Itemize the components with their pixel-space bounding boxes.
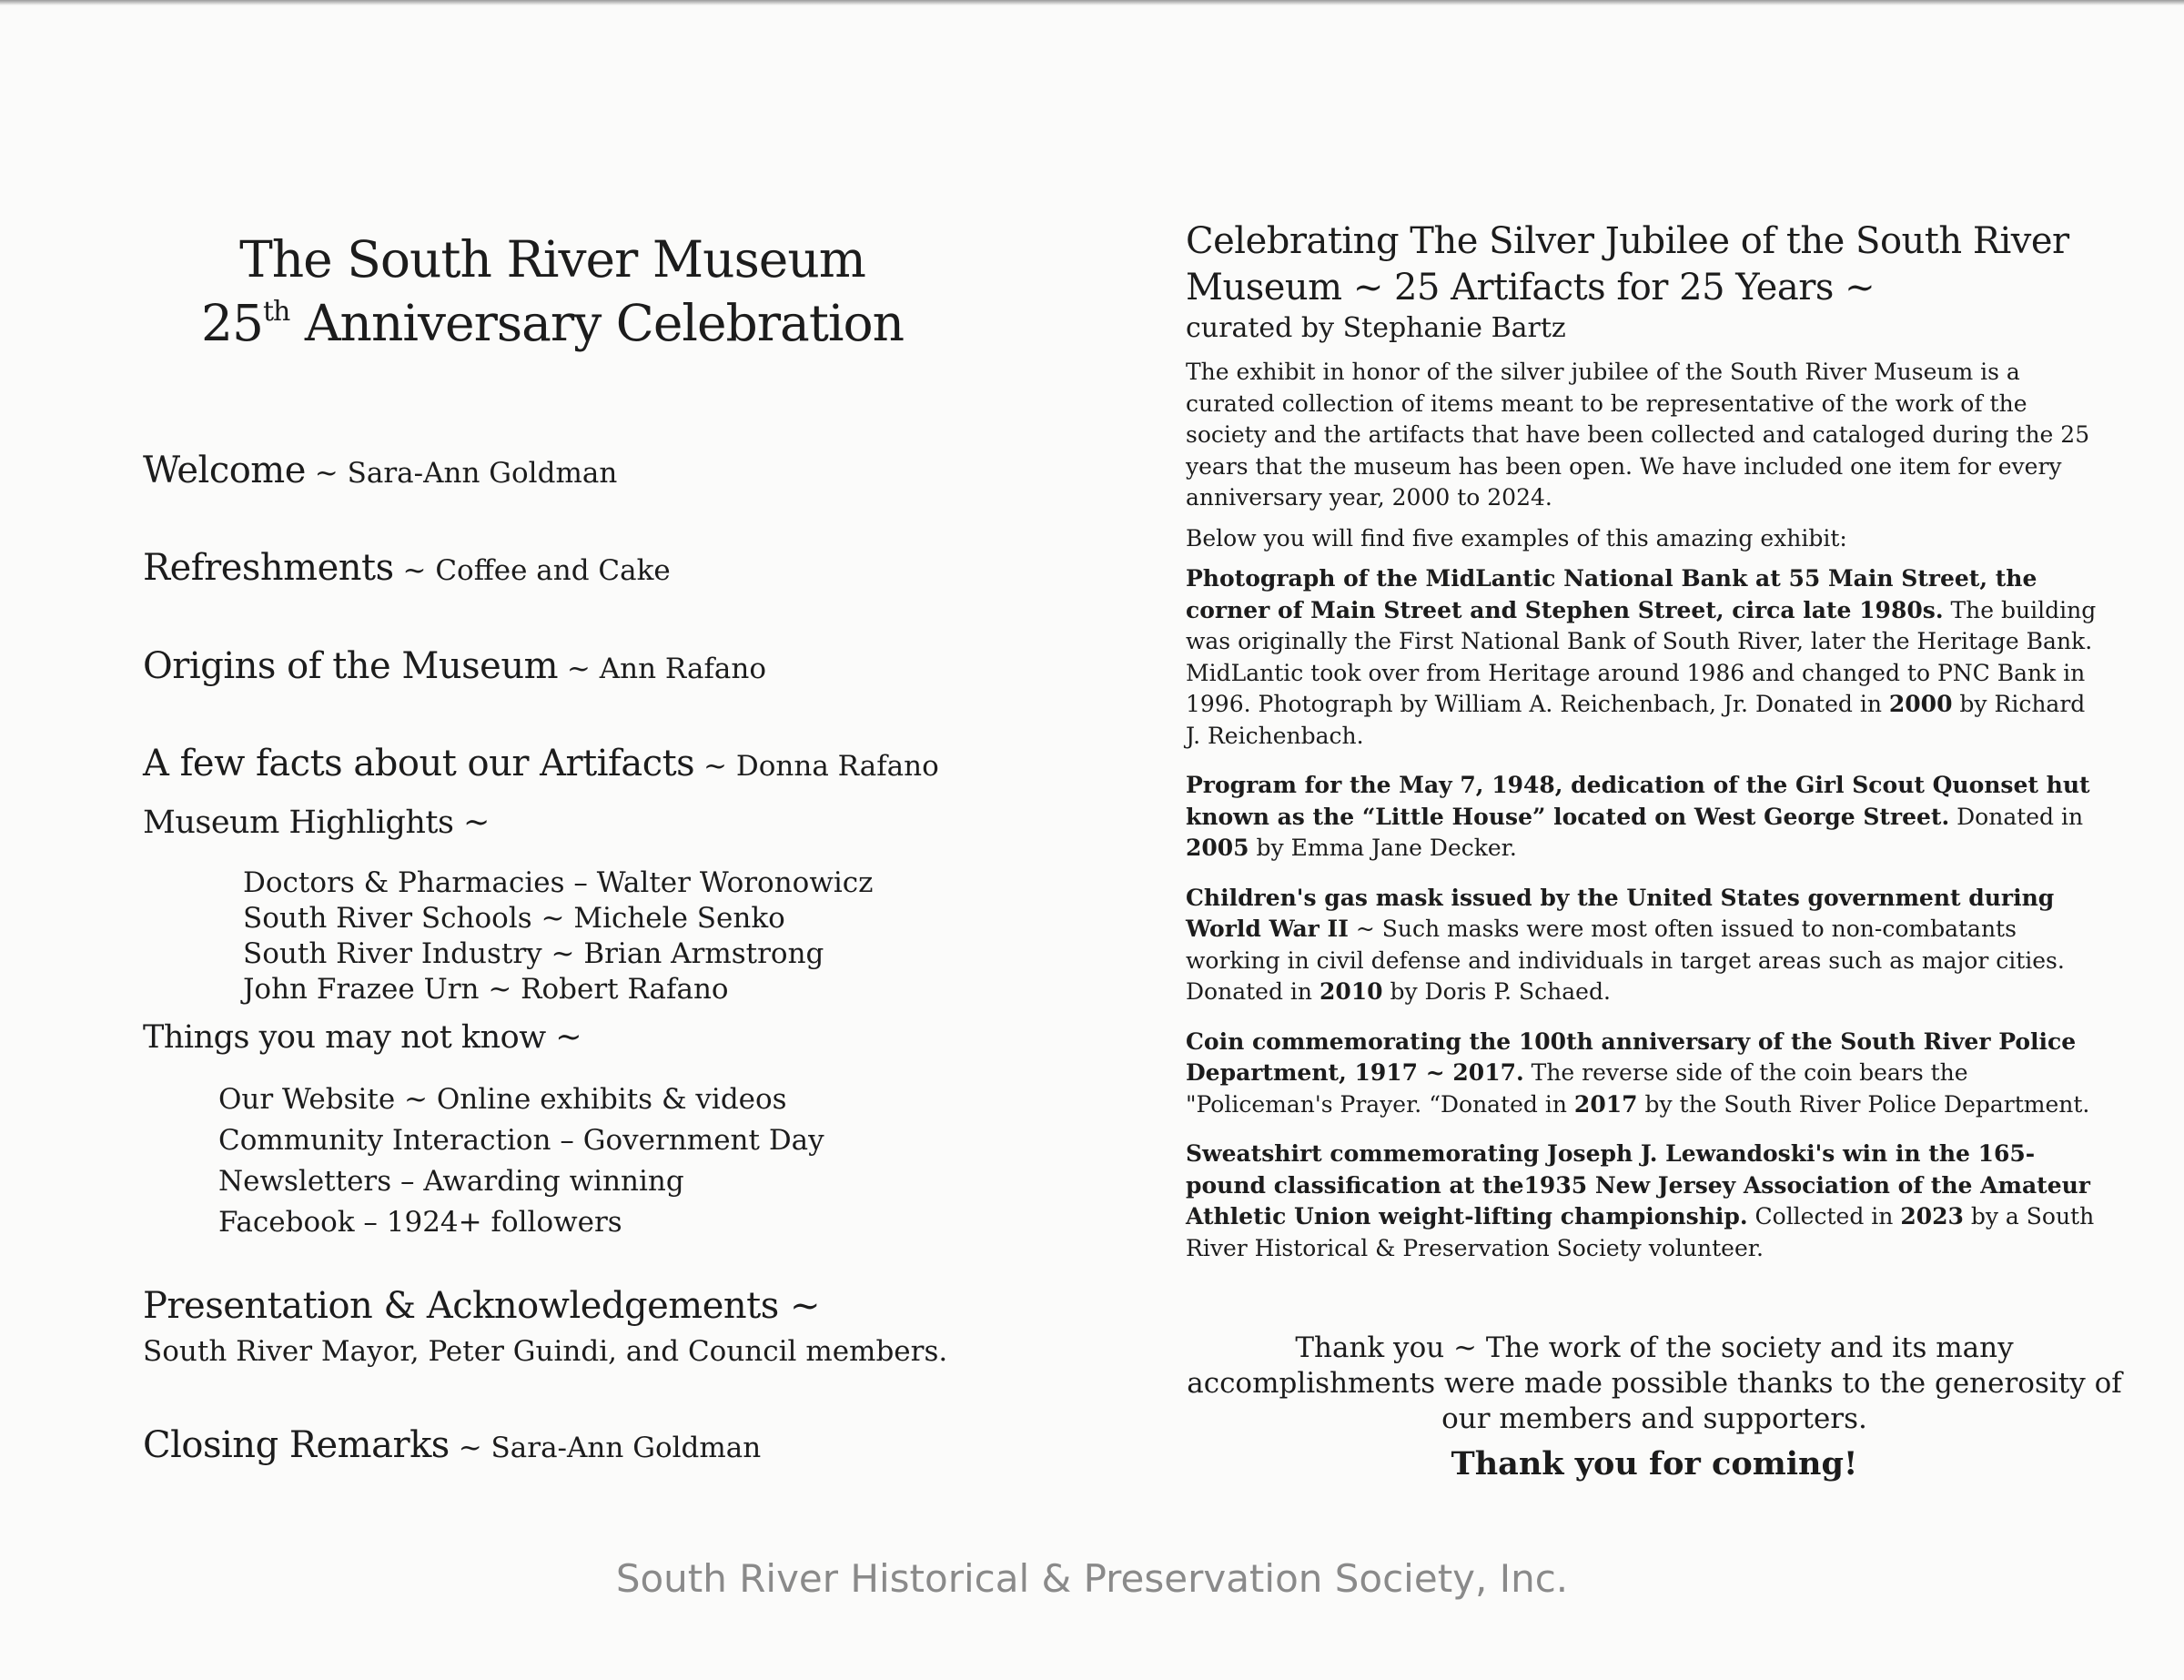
presentation-heading: Presentation & Acknowledgements ~ <box>143 1285 820 1327</box>
artifact-title: Sweatshirt commemorating Joseph J. Lewandoski's win in the 165-pound classification at the1935 New Jersey Association of the Amateur Athletic Union weight-lifting championship. <box>1186 1140 2090 1230</box>
program-separator: ~ <box>393 554 436 587</box>
title-number: 25 <box>200 294 263 352</box>
list-item: Our Website ~ Online exhibits & videos <box>218 1083 787 1116</box>
program-separator: ~ <box>558 653 600 685</box>
exhibit-column <box>1186 218 2105 1264</box>
artifact-item <box>1186 1027 2105 1121</box>
artifact-donor: by Doris P. Schaed. <box>1382 978 1611 1005</box>
artifact-item <box>1186 883 2105 1008</box>
artifact-donor: by Richard J. Reichenbach. <box>1186 691 2086 749</box>
program-speaker: Sara-Ann Goldman <box>490 1432 762 1464</box>
thank-you-text: Thank you ~ The work of the society and its many accomplishments were made possible thanks to the generosity of our members and supporters. <box>1187 1331 2122 1435</box>
title-line-1: The South River Museum <box>239 230 865 288</box>
program-speaker: Donna Rafano <box>735 750 939 783</box>
artifact-year: 2023 <box>1900 1203 1964 1230</box>
presentation-text: South River Mayor, Peter Guindi, and Council members. <box>143 1335 948 1368</box>
list-item: Doctors & Pharmacies – Walter Woronowicz <box>243 866 874 899</box>
exhibit-title-line-2: Museum ~ 25 Artifacts for 25 Years ~ <box>1186 267 1876 309</box>
program-speaker: Ann Rafano <box>599 653 767 685</box>
program-speaker: Sara-Ann Goldman <box>347 457 618 490</box>
museum-highlights-list <box>243 865 874 1007</box>
artifact-item <box>1186 770 2105 865</box>
program-item-welcome <box>143 450 1016 491</box>
program-item-refreshments <box>143 547 1016 589</box>
program-separator: ~ <box>449 1432 491 1464</box>
exhibit-below-text: Below you will find five examples of this amazing exhibit: <box>1186 524 1847 552</box>
artifact-title: Coin commemorating the 100th anniversary of the South River Police Department, 1917 ~ 2017. <box>1186 1027 2077 1086</box>
artifact-donor: by Emma Jane Decker. <box>1249 835 1517 861</box>
program-item-artifacts <box>143 743 1016 784</box>
program-heading: Origins of the Museum <box>143 645 559 687</box>
program-heading: Welcome <box>143 450 306 491</box>
program-item-closing <box>143 1424 1016 1466</box>
title-rest: Anniversary Celebration <box>289 294 905 352</box>
artifact-year: 2000 <box>1888 691 1953 717</box>
artifact-year: 2005 <box>1186 835 1249 861</box>
program-separator: ~ <box>694 750 736 783</box>
program-separator: ~ <box>305 457 348 490</box>
title-superscript: th <box>262 296 290 328</box>
society-footer: South River Historical & Preservation Society, Inc. <box>615 1556 1569 1601</box>
thank-you-coming: Thank you for coming! <box>1451 1445 1858 1483</box>
list-item: John Frazee Urn ~ Robert Rafano <box>243 973 729 1006</box>
artifact-title: Photograph of the MidLantic National Bank at 55 Main Street, the corner of Main Street and Stephen Street, circa late 1980s. <box>1186 565 2037 623</box>
artifact-item <box>1186 563 2105 752</box>
scan-edge-shadow <box>0 0 2184 5</box>
artifact-year: 2017 <box>1573 1090 1638 1118</box>
list-item: Community Interaction – Government Day <box>218 1124 824 1157</box>
list-item: South River Schools ~ Michele Senko <box>243 902 785 935</box>
museum-highlights-heading: Museum Highlights ~ <box>143 805 490 841</box>
artifact-description: Donated in <box>1949 803 2084 830</box>
list-item: South River Industry ~ Brian Armstrong <box>243 937 824 970</box>
artifact-description: ~ Such masks were most often issued to non-combatants working in civil defense and individuals in target areas such as major cities. Donated in <box>1186 916 2065 1005</box>
artifact-donor: by the South River Police Department. <box>1637 1090 2090 1118</box>
list-item: Facebook – 1924+ followers <box>218 1206 622 1239</box>
artifact-item <box>1186 1139 2105 1264</box>
artifact-description: Collected in <box>1747 1203 1901 1230</box>
program-item-origins <box>143 645 1016 687</box>
artifact-title: Program for the May 7, 1948, dedication of the Girl Scout Quonset hut known as the “Little House” located on West George Street. <box>1186 772 2090 830</box>
artifact-title: Children's gas mask issued by the United States government during World War II <box>1186 884 2055 942</box>
program-speaker: Coffee and Cake <box>435 554 671 587</box>
program-title <box>143 228 962 355</box>
title-line-2 <box>143 291 962 355</box>
artifact-year: 2010 <box>1319 978 1383 1005</box>
program-heading: A few facts about our Artifacts <box>143 743 695 784</box>
exhibit-intro: The exhibit in honor of the silver jubilee of the South River Museum is a curated collection of items meant to be representative of the work of the society and the artifacts that have been collected and cataloged during the 25 years that the museum has been open. We have included one item for every anniversary year, 2000 to 2024. <box>1186 359 2090 511</box>
things-list <box>218 1079 824 1243</box>
artifact-description: The reverse side of the coin bears the "Policeman's Prayer. “Donated in <box>1186 1059 1968 1118</box>
artifact-description: The building was originally the First National Bank of South River, later the Heritage Bank. MidLantic took over from Heritage around 1986 and changed to PNC Bank in 1996. Photograph by William A. Reichenbach, Jr. Donated in <box>1186 596 2097 717</box>
program-heading: Refreshments <box>143 547 394 589</box>
artifact-donor: by a South River Historical & Preservation Society volunteer. <box>1186 1203 2095 1261</box>
program-heading: Closing Remarks <box>143 1424 450 1466</box>
list-item: Newsletters – Awarding winning <box>218 1165 684 1198</box>
curator-credit: curated by Stephanie Bartz <box>1186 312 1566 344</box>
exhibit-title-line-1: Celebrating The Silver Jubilee of the South River <box>1186 220 2069 262</box>
things-heading: Things you may not know ~ <box>143 1019 582 1056</box>
